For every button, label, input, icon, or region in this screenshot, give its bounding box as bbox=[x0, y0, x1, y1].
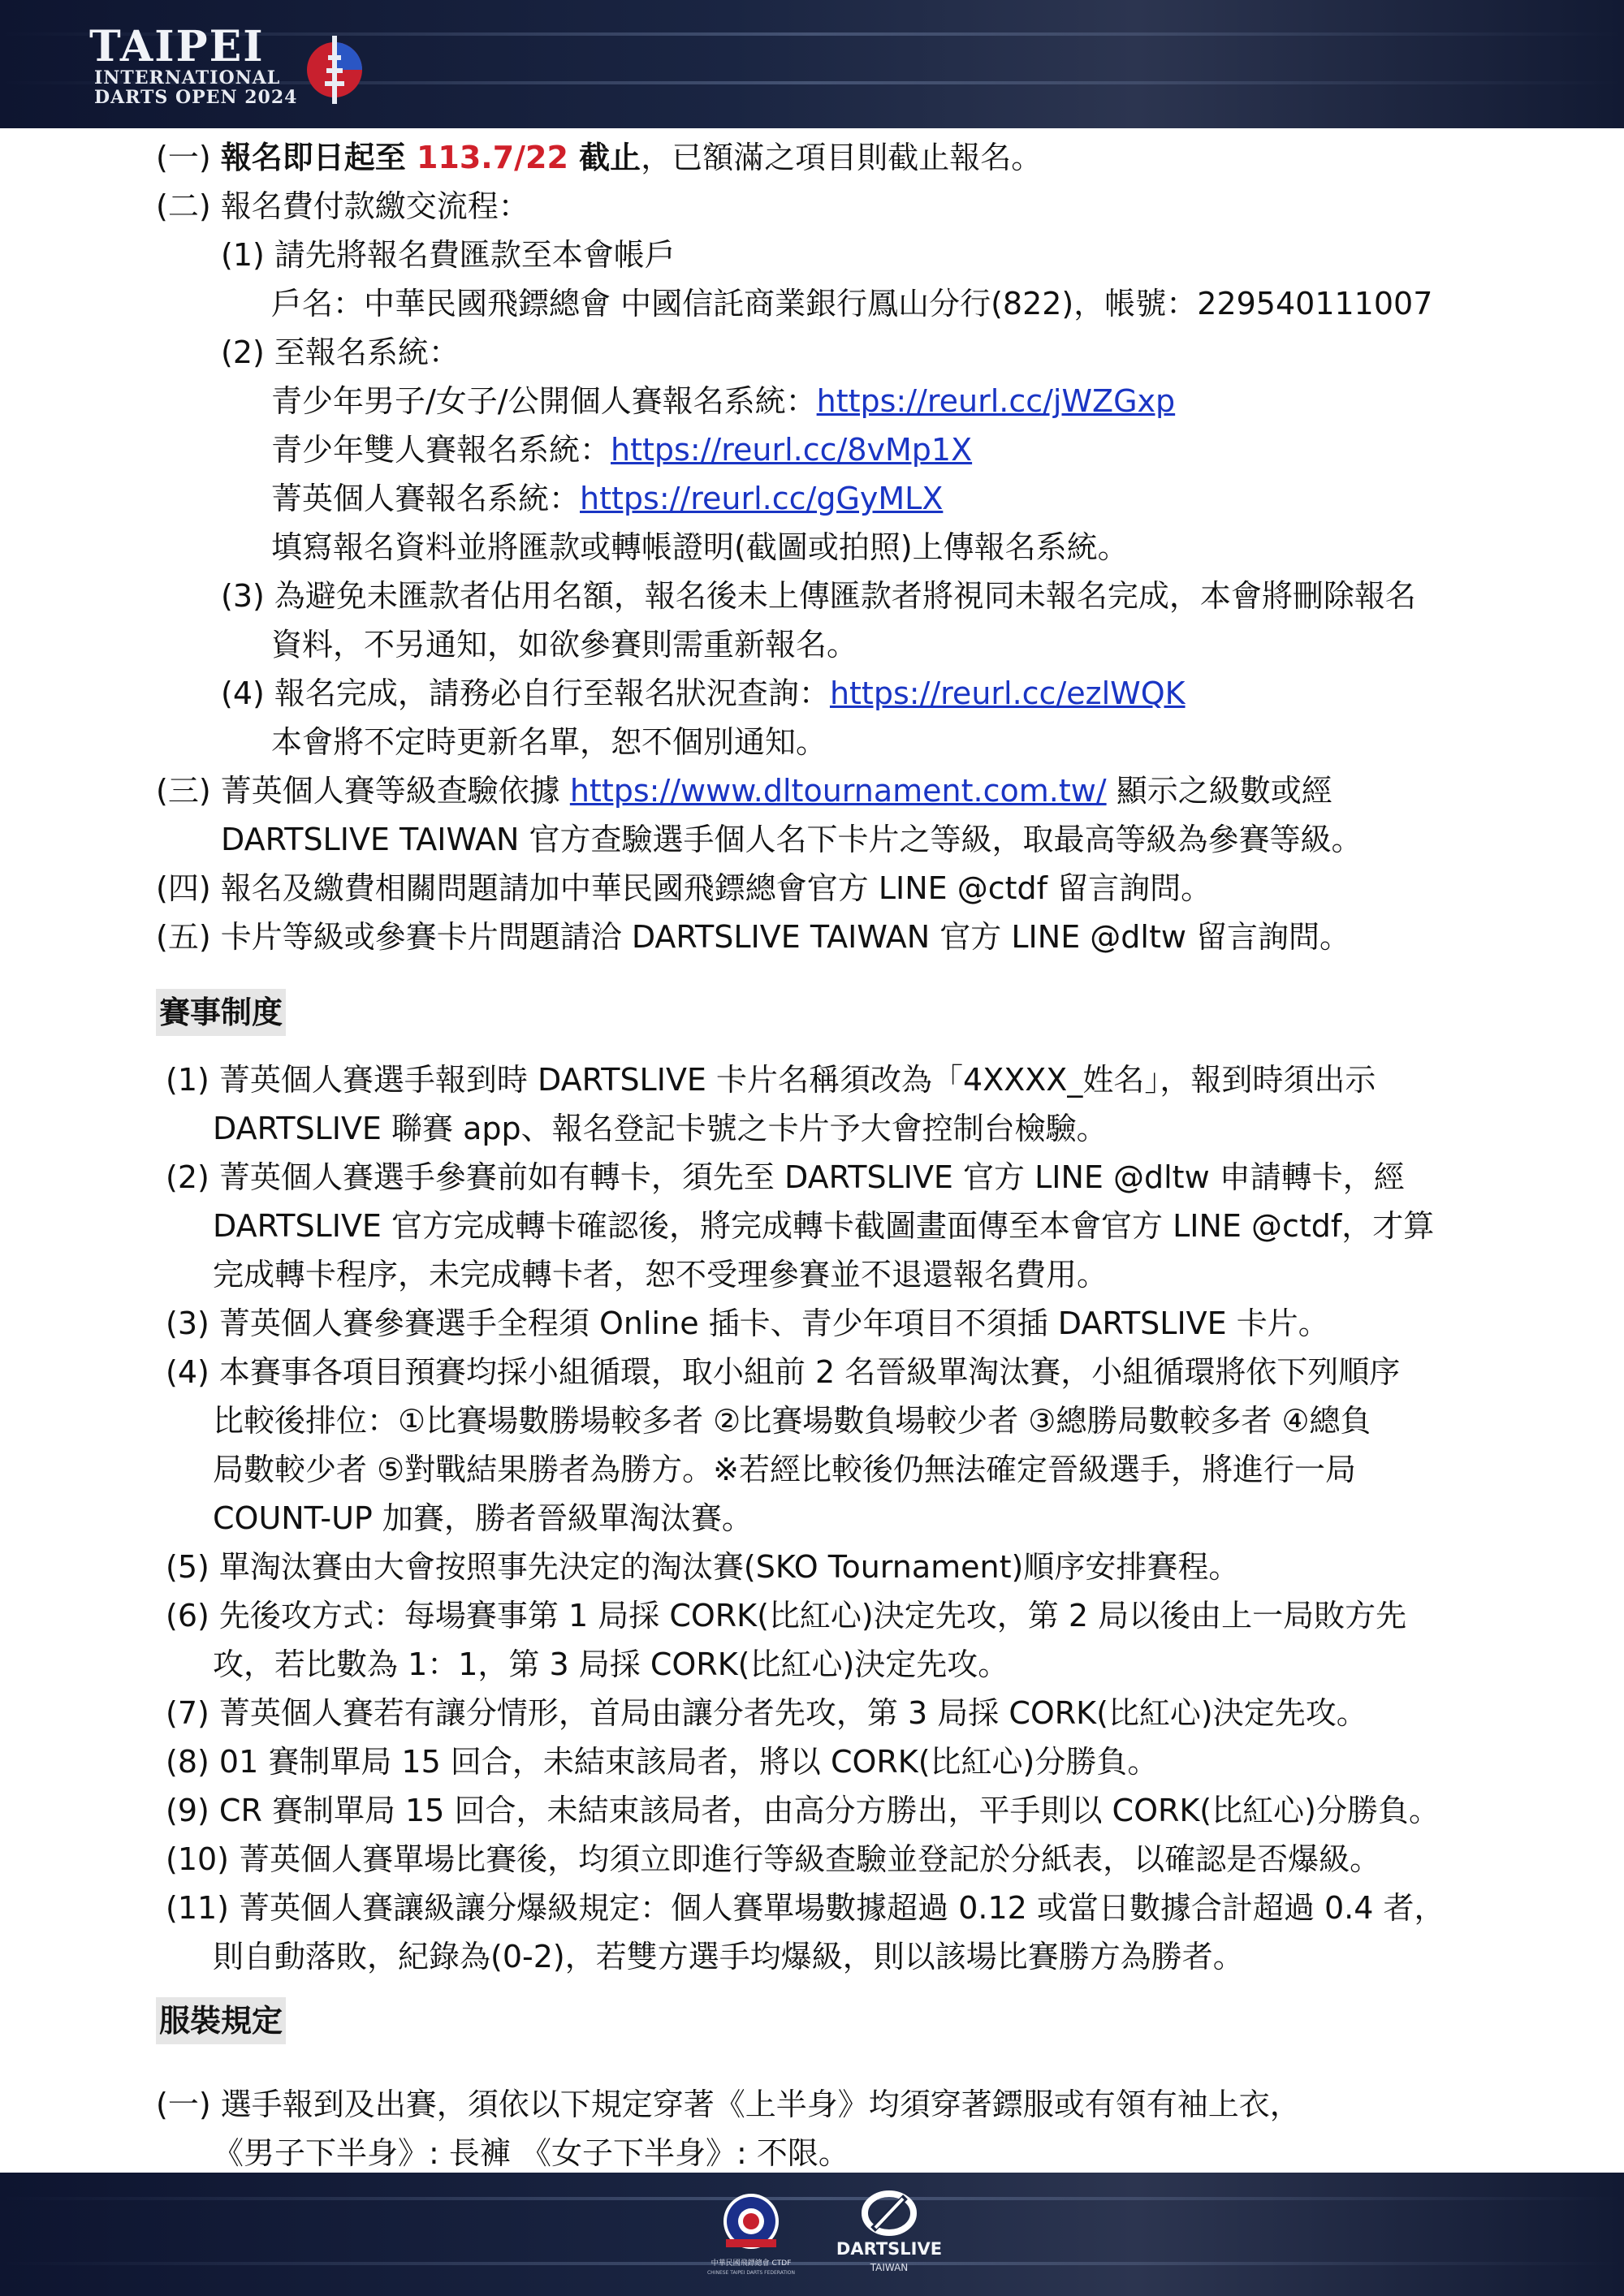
event-logo bbox=[89, 24, 357, 114]
rule-marker: (3) bbox=[166, 1306, 209, 1341]
reg-item-5: (五) 卡片等級或參賽卡片問題請洽 DARTSLIVE TAIWAN 官方 LINE @dltw 留言詢問。 bbox=[156, 919, 1351, 955]
rule-text: 單淘汰賽由大會按照事先決定的淘汰賽(SKO Tournament)順序安排賽程。 bbox=[218, 1549, 1240, 1585]
rule-item bbox=[166, 1737, 1158, 1786]
rule-marker: (11) bbox=[166, 1890, 230, 1926]
rule-marker: (10) bbox=[166, 1841, 230, 1877]
youth-individual-link[interactable]: https://reurl.cc/jWZGxp bbox=[816, 383, 1176, 419]
rule-item-cont: 完成轉卡程序，未完成轉卡者，恕不受理參賽並不退還報名費用。 bbox=[213, 1257, 1108, 1293]
rule-marker: (1) bbox=[166, 1062, 209, 1098]
logo-subtitle: INTERNATIONAL bbox=[94, 67, 281, 88]
rule-marker: (6) bbox=[166, 1598, 209, 1634]
rules-section-title: 賽事制度 bbox=[156, 989, 286, 1036]
taipei101-emblem-icon bbox=[302, 31, 367, 112]
dartslive-mark-icon bbox=[828, 2189, 950, 2238]
reg-item-4: (四) 報名及繳費相關問題請加中華民國飛鏢總會官方 LINE @ctdf 留言詢問。 bbox=[156, 870, 1212, 906]
upload-note: 填寫報名資料並將匯款或轉帳證明(截圖或拍照)上傳報名系統。 bbox=[271, 529, 1129, 565]
footer-band bbox=[0, 2173, 1624, 2296]
reg-step-3: (3) 為避免未匯款者佔用名額，報名後未上傳匯款者將視同未報名完成，本會將刪除報名 bbox=[221, 578, 1416, 614]
dartslive-logo bbox=[828, 2189, 950, 2286]
rule-item-cont: 局數較少者 ⑤對戰結果勝者為勝方。※若經比較後仍無法確定晉級選手，將進行一局 bbox=[213, 1452, 1356, 1487]
rule-item bbox=[166, 1689, 1367, 1737]
logo-title: TAIPEI bbox=[89, 22, 265, 71]
dress-item-1-cont: 《男子下半身》: 長褲 《女子下半身》: 不限。 bbox=[213, 2135, 849, 2171]
rule-text: 菁英個人賽選手報到時 DARTSLIVE 卡片名稱須改為「4XXXX_姓名」，報到時須出示 bbox=[218, 1062, 1376, 1098]
rule-item-cont: 比較後排位：①比賽場數勝場較多者 ②比賽場數負場較少者 ③總勝局數較多者 ④總負 bbox=[213, 1403, 1371, 1439]
rule-item bbox=[166, 1835, 1380, 1884]
rule-item-cont: DARTSLIVE 官方完成轉卡確認後，將完成轉卡截圖畫面傳至本會官方 LINE @ctdf，才算 bbox=[213, 1208, 1435, 1244]
reg-step-3-cont: 資料，不另通知，如欲參賽則需重新報名。 bbox=[271, 627, 858, 662]
rule-text: 菁英個人賽讓級讓分爆級規定：個人賽單場數據超過 0.12 或當日數據合計超過 0.4 者， bbox=[239, 1890, 1445, 1926]
logo-event-name: DARTS OPEN 2024 bbox=[94, 87, 298, 108]
header-band bbox=[0, 0, 1624, 128]
reg-item-2: (二) 報名費付款繳交流程： bbox=[156, 188, 529, 224]
rule-item-cont: 則自動落敗，紀錄為(0-2)，若雙方選手均爆級，則以該場比賽勝方為勝者。 bbox=[213, 1939, 1244, 1974]
rule-marker: (7) bbox=[166, 1695, 209, 1731]
dltournament-link[interactable]: https://www.dltournament.com.tw/ bbox=[569, 773, 1107, 809]
ctdf-logo bbox=[690, 2189, 812, 2286]
rule-marker: (9) bbox=[166, 1793, 209, 1828]
rule-item bbox=[166, 1055, 1376, 1104]
rule-marker: (8) bbox=[166, 1744, 209, 1780]
reg-item-3: (三) 菁英個人賽等級查驗依據 https://www.dltournament.com.tw/ 顯示之級數或經 bbox=[156, 773, 1332, 809]
reg-step-4-cont: 本會將不定時更新名單，恕不個別通知。 bbox=[271, 724, 827, 760]
rule-item bbox=[166, 1884, 1445, 1932]
rule-item-cont: 攻，若比數為 1：1，第 3 局採 CORK(比紅心)決定先攻。 bbox=[213, 1646, 1009, 1682]
youth-doubles-link[interactable]: https://reurl.cc/8vMp1X bbox=[611, 432, 973, 468]
dartslive-subtitle: TAIWAN bbox=[870, 2262, 909, 2273]
rule-item bbox=[166, 1299, 1329, 1348]
dress-item-1: (一) 選手報到及出賽，須依以下規定穿著《上半身》均須穿著鏢服或有領有袖上衣， bbox=[156, 2087, 1301, 2122]
reg-step-1: (1) 請先將報名費匯款至本會帳戶 bbox=[221, 237, 676, 273]
ctdf-emblem-icon bbox=[690, 2189, 812, 2254]
rule-marker: (2) bbox=[166, 1159, 209, 1195]
rule-item bbox=[166, 1153, 1405, 1202]
ctdf-name-cn: 中華民國飛鏢總會 CTDF bbox=[710, 2259, 792, 2268]
rule-item bbox=[166, 1543, 1239, 1591]
rule-item bbox=[166, 1591, 1406, 1640]
reg-step-2: (2) 至報名系統： bbox=[221, 334, 460, 370]
rule-item bbox=[166, 1348, 1400, 1396]
reg-item-3-cont: DARTSLIVE TAIWAN 官方查驗選手個人名下卡片之等級，取最高等級為參賽等級。 bbox=[221, 822, 1363, 857]
rule-text: 先後攻方式：每場賽事第 1 局採 CORK(比紅心)決定先攻，第 2 局以後由上一局敗方先 bbox=[218, 1598, 1407, 1634]
rule-marker: (4) bbox=[166, 1354, 209, 1390]
deadline-date: 113.7/22 bbox=[416, 140, 568, 175]
youth-individual-signup: 青少年男子/女子/公開個人賽報名系統：https://reurl.cc/jWZGxp bbox=[271, 383, 1176, 419]
elite-individual-link[interactable]: https://reurl.cc/gGyMLX bbox=[580, 481, 944, 516]
rule-text: 01 賽制單局 15 回合，未結束該局者，將以 CORK(比紅心)分勝負。 bbox=[218, 1744, 1159, 1780]
sponsor-logos bbox=[690, 2189, 950, 2286]
dartslive-name: DARTSLIVE bbox=[836, 2239, 943, 2259]
rule-item bbox=[166, 1786, 1440, 1835]
rule-text: 菁英個人賽單場比賽後，均須立即進行等級查驗並登記於分紙表，以確認是否爆級。 bbox=[239, 1841, 1381, 1877]
rule-marker: (5) bbox=[166, 1549, 209, 1585]
reg-item-1: (一) 報名即日起至 113.7/22 截止，已額滿之項目則截止報名。 bbox=[156, 140, 1043, 175]
rule-item-cont: DARTSLIVE 聯賽 app、報名登記卡號之卡片予大會控制台檢驗。 bbox=[213, 1111, 1108, 1146]
ctdf-name-en: CHINESE TAIPEI DARTS FEDERATION bbox=[706, 2270, 795, 2276]
rule-text: 菁英個人賽選手參賽前如有轉卡，須先至 DARTSLIVE 官方 LINE @dltw 申請轉卡，經 bbox=[218, 1159, 1405, 1195]
dress-section-title: 服裝規定 bbox=[156, 1997, 286, 2044]
rule-text: 菁英個人賽若有讓分情形，首局由讓分者先攻，第 3 局採 CORK(比紅心)決定先攻。 bbox=[218, 1695, 1367, 1731]
status-query-link[interactable]: https://reurl.cc/ezlWQK bbox=[829, 675, 1186, 711]
bank-account-info: 戶名：中華民國飛鏢總會 中國信託商業銀行鳳山分行(822)，帳號：229540111007 bbox=[271, 286, 1433, 322]
youth-doubles-signup: 青少年雙人賽報名系統：https://reurl.cc/8vMp1X bbox=[271, 432, 973, 468]
rule-text: 本賽事各項目預賽均採小組循環，取小組前 2 名晉級單淘汰賽，小組循環將依下列順序 bbox=[218, 1354, 1401, 1390]
rule-text: 菁英個人賽參賽選手全程須 Online 插卡、青少年項目不須插 DARTSLIVE 卡片。 bbox=[218, 1306, 1329, 1341]
reg-step-4: (4) 報名完成，請務必自行至報名狀況查詢：https://reurl.cc/ezlWQK bbox=[221, 675, 1186, 711]
rule-text: CR 賽制單局 15 回合，未結束該局者，由高分方勝出，平手則以 CORK(比紅心)分勝負。 bbox=[218, 1793, 1440, 1828]
elite-individual-signup: 菁英個人賽報名系統：https://reurl.cc/gGyMLX bbox=[271, 481, 944, 516]
rule-item-cont: COUNT-UP 加賽，勝者晉級單淘汰賽。 bbox=[213, 1500, 753, 1536]
